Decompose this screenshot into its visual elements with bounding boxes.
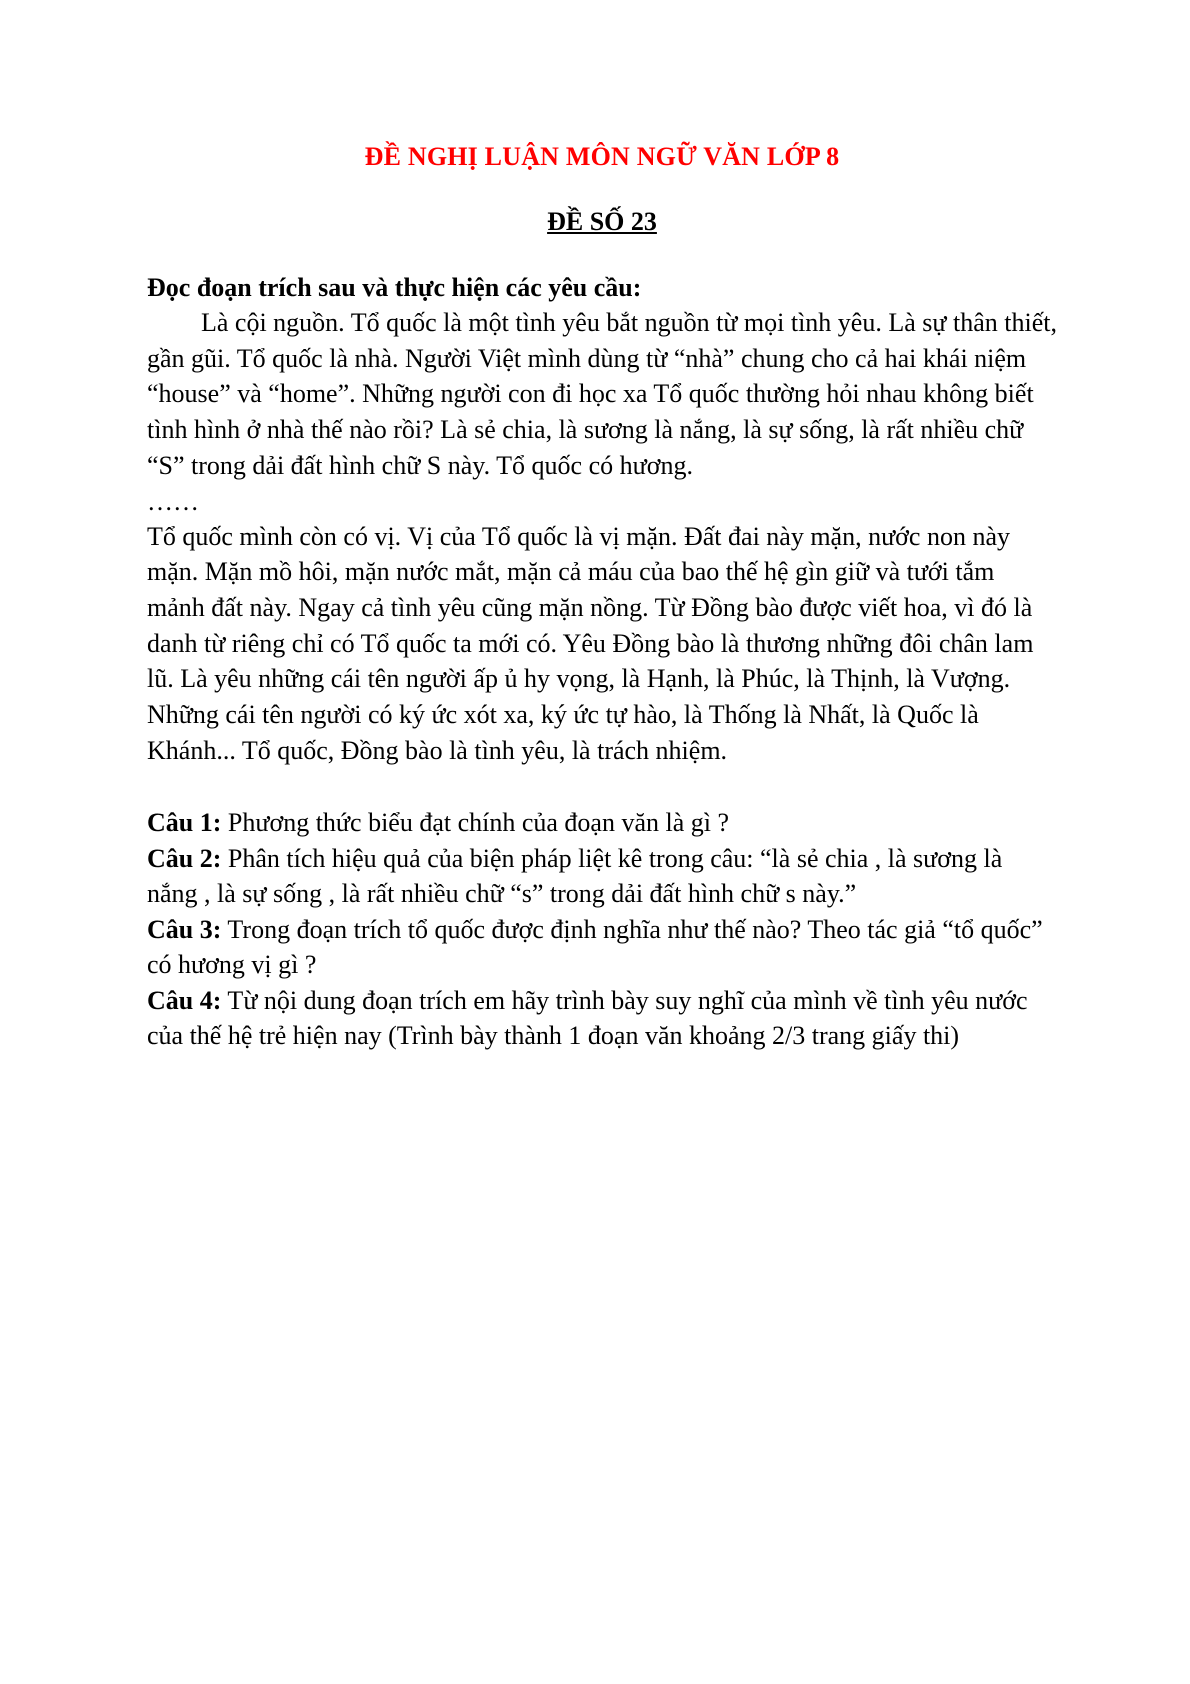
question-1 — [147, 805, 1057, 841]
reading-instruction: Đọc đoạn trích sau và thực hiện các yêu cầu: — [147, 273, 642, 302]
passage-paragraph-2: Tổ quốc mình còn có vị. Vị của Tổ quốc là vị mặn. Đất đai này mặn, nước non này mặn. Mặn mồ hôi, mặn nước mắt, mặn cả máu của bao thế hệ gìn giữ và tưới tắm mảnh đất này. Ngay cả tình yêu cũng mặn nồng. Từ Đồng bào được viết hoa, vì đó là danh từ riêng chỉ có Tổ quốc ta mới có. Yêu Đồng bào là thương những đôi chân lam lũ. Là yêu những cái tên người ấp ủ hy vọng, là Hạnh, là Phúc, là Thịnh, là Vượng. Những cái tên người có ký ức xót xa, ký ức tự hào, là Thống là Nhất, là Quốc là Khánh... Tổ quốc, Đồng bào là tình yêu, là trách nhiệm. — [147, 521, 1034, 765]
question-3-label: Câu 3: — [147, 914, 222, 944]
question-4-label: Câu 4: — [147, 985, 222, 1015]
passage — [147, 305, 1057, 768]
question-1-label: Câu 1: — [147, 808, 222, 838]
question-list — [147, 805, 1057, 1054]
passage-paragraph-1: Là cội nguồn. Tổ quốc là một tình yêu bắt nguồn từ mọi tình yêu. Là sự thân thiết, gần gũi. Tổ quốc là nhà. Người Việt mình dùng từ “nhà” chung cho cả hai khái niệm “house” và “home”. Những người con đi học xa Tổ quốc thường hỏi nhau không biết tình hình ở nhà thế nào rồi? Là sẻ chia, là sương là nắng, là sự sống, là rất nhiều chữ “S” trong dải đất hình chữ S này. Tổ quốc có hương. — [147, 308, 1057, 480]
question-1-text: Phương thức biểu đạt chính của đoạn văn là gì ? — [221, 808, 730, 838]
question-4 — [147, 983, 1057, 1054]
question-2 — [147, 841, 1057, 912]
question-3-text: Trong đoạn trích tổ quốc được định nghĩa như thế nào? Theo tác giả “tổ quốc” có hương vị gì ? — [147, 914, 1043, 980]
question-2-text: Phân tích hiệu quả của biện pháp liệt kê trong câu: “là sẻ chia , là sương là nắng , là sự sống , là rất nhiều chữ “s” trong dải đất hình chữ s này.” — [147, 843, 1003, 909]
question-3 — [147, 912, 1057, 983]
document-page — [147, 140, 1057, 1054]
exam-number: ĐỀ SỐ 23 — [547, 207, 657, 236]
passage-ellipsis: …… — [147, 486, 199, 516]
document-title: ĐỀ NGHỊ LUẬN MÔN NGỮ VĂN LỚP 8 — [364, 142, 840, 171]
question-2-label: Câu 2: — [147, 843, 222, 873]
question-4-text: Từ nội dung đoạn trích em hãy trình bày suy nghĩ của mình về tình yêu nước của thế hệ trẻ hiện nay (Trình bày thành 1 đoạn văn khoảng 2/3 trang giấy thi) — [147, 985, 1028, 1051]
section-gap — [147, 768, 1057, 805]
